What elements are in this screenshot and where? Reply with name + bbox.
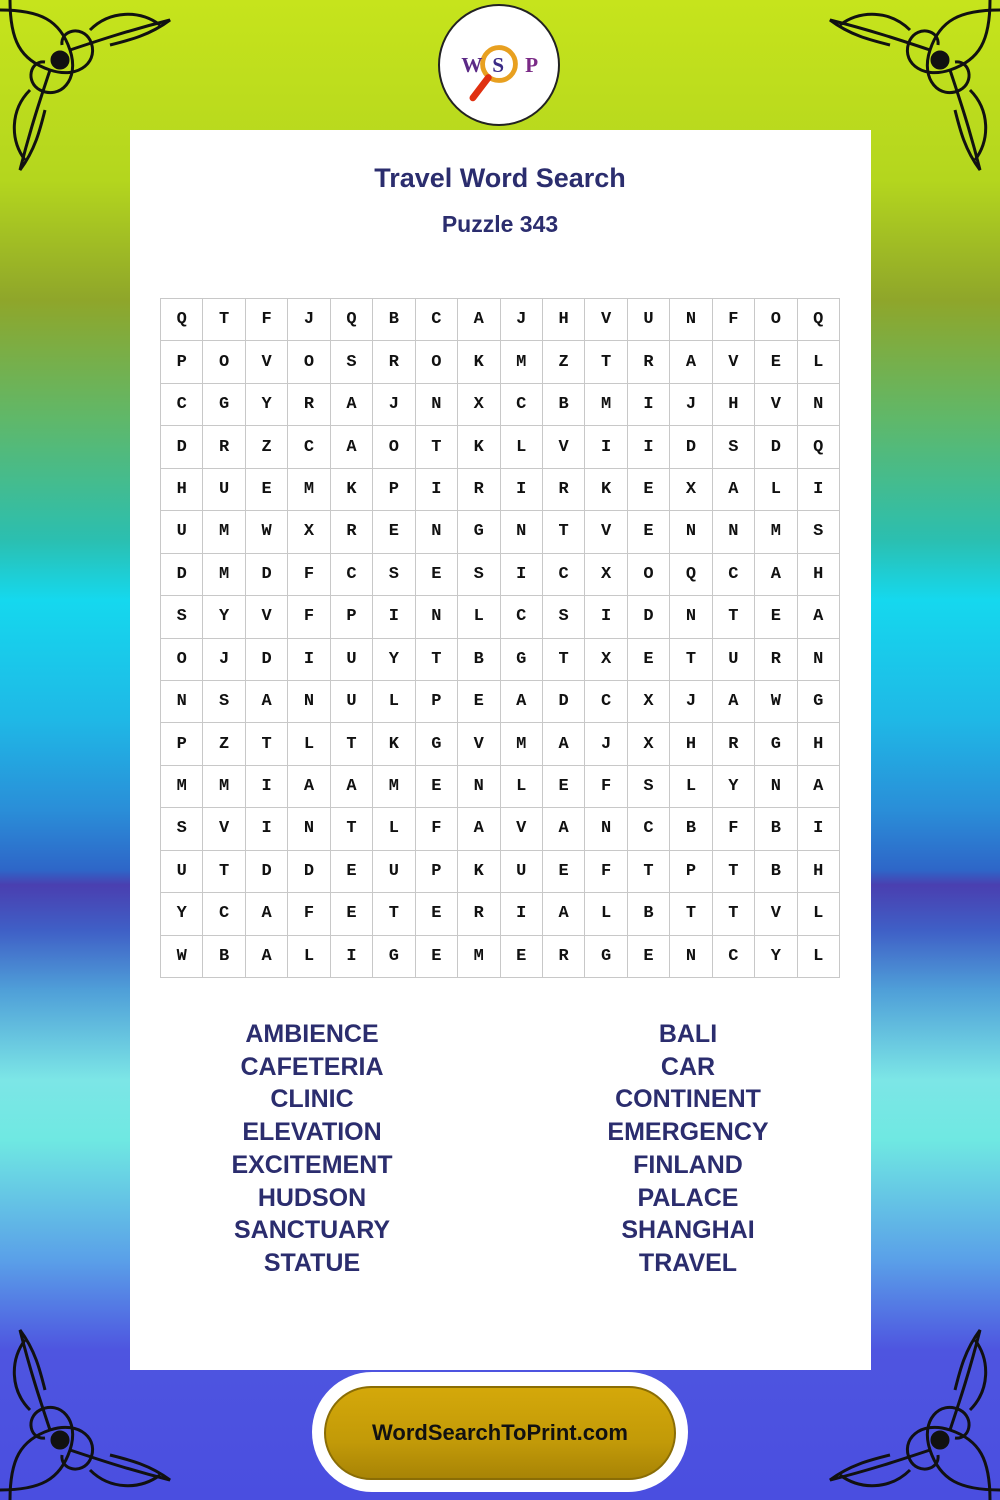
grid-cell: S [373, 554, 415, 596]
grid-cell: V [246, 341, 288, 383]
grid-cell: Y [203, 596, 245, 638]
grid-cell: Y [755, 936, 797, 978]
grid-cell: D [288, 851, 330, 893]
grid-cell: M [203, 511, 245, 553]
grid-cell: A [246, 936, 288, 978]
word-list-item: FINLAND [633, 1150, 743, 1179]
grid-cell: A [246, 893, 288, 935]
grid-cell: V [203, 808, 245, 850]
grid-cell: L [288, 936, 330, 978]
grid-cell: I [501, 554, 543, 596]
grid-cell: T [543, 639, 585, 681]
grid-cell: V [585, 511, 627, 553]
grid-cell: T [713, 596, 755, 638]
grid-cell: E [416, 936, 458, 978]
grid-cell: D [755, 426, 797, 468]
word-list-item: CAR [660, 1052, 716, 1081]
grid-cell: V [585, 299, 627, 341]
grid-cell: D [246, 851, 288, 893]
puzzle-number: Puzzle 343 [441, 211, 559, 237]
grid-cell: E [331, 893, 373, 935]
grid-cell: A [246, 681, 288, 723]
grid-cell: R [288, 384, 330, 426]
grid-cell: Z [203, 723, 245, 765]
grid-cell: I [501, 893, 543, 935]
grid-cell: E [543, 766, 585, 808]
grid-cell: F [288, 596, 330, 638]
grid-cell: I [585, 426, 627, 468]
grid-cell: X [628, 681, 670, 723]
grid-cell: D [246, 639, 288, 681]
grid-cell: M [585, 384, 627, 426]
grid-cell: K [458, 341, 500, 383]
grid-cell: N [670, 596, 712, 638]
word-list-item: AMBIENCE [245, 1020, 379, 1048]
grid-cell: C [543, 554, 585, 596]
wsp-logo [438, 4, 560, 126]
word-list-item: HUDSON [257, 1183, 367, 1212]
grid-cell: D [246, 554, 288, 596]
grid-cell: T [670, 639, 712, 681]
grid-cell: J [373, 384, 415, 426]
grid-cell: I [288, 639, 330, 681]
grid-cell: C [288, 426, 330, 468]
grid-cell: M [458, 936, 500, 978]
grid-cell: S [331, 341, 373, 383]
grid-cell: B [670, 808, 712, 850]
grid-cell: H [798, 554, 840, 596]
word-list-item: PALACE [637, 1183, 739, 1212]
grid-cell: E [543, 851, 585, 893]
grid-cell: F [585, 851, 627, 893]
grid-cell: R [458, 469, 500, 511]
grid-cell: I [331, 936, 373, 978]
grid-cell: V [246, 596, 288, 638]
grid-cell: E [373, 511, 415, 553]
grid-cell: N [416, 384, 458, 426]
grid-cell: E [331, 851, 373, 893]
grid-cell: Z [246, 426, 288, 468]
logo-letter-w: W [461, 52, 483, 77]
grid-cell: G [416, 723, 458, 765]
grid-cell: D [161, 554, 203, 596]
grid-cell: M [373, 766, 415, 808]
grid-cell: T [585, 341, 627, 383]
grid-cell: A [458, 299, 500, 341]
grid-cell: F [246, 299, 288, 341]
grid-cell: W [161, 936, 203, 978]
word-list-item: ELEVATION [242, 1118, 382, 1147]
grid-cell: A [543, 808, 585, 850]
grid-cell: Y [246, 384, 288, 426]
grid-cell: V [755, 384, 797, 426]
grid-cell: X [585, 639, 627, 681]
grid-cell: I [628, 384, 670, 426]
grid-cell: H [798, 723, 840, 765]
grid-cell: E [628, 639, 670, 681]
grid-cell: L [501, 426, 543, 468]
grid-cell: Q [670, 554, 712, 596]
grid-cell: D [543, 681, 585, 723]
grid-cell: N [713, 511, 755, 553]
word-list-item: EXCITEMENT [231, 1150, 393, 1179]
grid-cell: K [458, 426, 500, 468]
grid-cell: J [585, 723, 627, 765]
grid-cell: U [161, 511, 203, 553]
grid-cell: S [628, 766, 670, 808]
grid-cell: U [331, 639, 373, 681]
grid-cell: A [670, 341, 712, 383]
grid-cell: S [203, 681, 245, 723]
grid-cell: C [585, 681, 627, 723]
grid-cell: L [798, 341, 840, 383]
grid-cell: N [755, 766, 797, 808]
grid-cell: Q [798, 426, 840, 468]
grid-cell: P [161, 723, 203, 765]
grid-cell: U [331, 681, 373, 723]
grid-cell: E [755, 596, 797, 638]
grid-cell: N [798, 639, 840, 681]
grid-cell: E [628, 511, 670, 553]
grid-cell: G [755, 723, 797, 765]
grid-cell: L [585, 893, 627, 935]
grid-cell: L [755, 469, 797, 511]
grid-cell: A [501, 681, 543, 723]
grid-cell: X [585, 554, 627, 596]
grid-cell: U [373, 851, 415, 893]
grid-cell: T [416, 639, 458, 681]
logo-letter-s: S [492, 52, 505, 77]
grid-cell: N [161, 681, 203, 723]
grid-cell: H [543, 299, 585, 341]
grid-cell: I [501, 469, 543, 511]
grid-cell: P [161, 341, 203, 383]
grid-cell: Z [543, 341, 585, 383]
grid-cell: T [628, 851, 670, 893]
grid-cell: F [713, 299, 755, 341]
grid-cell: X [670, 469, 712, 511]
grid-cell: O [628, 554, 670, 596]
grid-cell: G [458, 511, 500, 553]
grid-cell: F [713, 808, 755, 850]
grid-cell: L [373, 681, 415, 723]
grid-cell: N [458, 766, 500, 808]
grid-cell: D [161, 426, 203, 468]
grid-cell: H [713, 384, 755, 426]
grid-cell: B [458, 639, 500, 681]
word-list-item: CLINIC [270, 1085, 354, 1114]
grid-cell: A [458, 808, 500, 850]
grid-cell: N [288, 808, 330, 850]
grid-cell: R [543, 469, 585, 511]
grid-cell: A [755, 554, 797, 596]
grid-cell: U [161, 851, 203, 893]
grid-cell: O [416, 341, 458, 383]
word-list-item: SHANGHAI [621, 1216, 755, 1245]
grid-cell: U [628, 299, 670, 341]
grid-cell: L [288, 723, 330, 765]
grid-cell: L [798, 893, 840, 935]
grid-cell: N [416, 596, 458, 638]
grid-cell: J [203, 639, 245, 681]
grid-cell: O [373, 426, 415, 468]
grid-cell: L [501, 766, 543, 808]
grid-cell: O [203, 341, 245, 383]
grid-cell: I [585, 596, 627, 638]
grid-cell: N [501, 511, 543, 553]
grid-cell: R [713, 723, 755, 765]
grid-cell: S [161, 808, 203, 850]
grid-cell: D [628, 596, 670, 638]
grid-cell: E [458, 681, 500, 723]
grid-cell: A [288, 766, 330, 808]
grid-cell: N [288, 681, 330, 723]
grid-cell: I [246, 808, 288, 850]
grid-cell: H [798, 851, 840, 893]
grid-cell: A [543, 893, 585, 935]
grid-cell: W [755, 681, 797, 723]
grid-cell: N [670, 299, 712, 341]
grid-cell: T [416, 426, 458, 468]
grid-cell: A [798, 596, 840, 638]
grid-cell: P [416, 851, 458, 893]
grid-cell: F [585, 766, 627, 808]
word-list-item: STATUE [263, 1248, 361, 1277]
grid-cell: P [416, 681, 458, 723]
grid-cell: O [755, 299, 797, 341]
grid-cell: G [373, 936, 415, 978]
page-title: Travel Word Search [374, 163, 626, 193]
grid-cell: B [628, 893, 670, 935]
grid-cell: R [203, 426, 245, 468]
grid-cell: V [458, 723, 500, 765]
grid-cell: S [798, 511, 840, 553]
grid-cell: A [331, 384, 373, 426]
grid-cell: G [203, 384, 245, 426]
grid-cell: E [628, 936, 670, 978]
grid-cell: P [670, 851, 712, 893]
grid-cell: E [628, 469, 670, 511]
grid-cell: I [246, 766, 288, 808]
grid-cell: P [373, 469, 415, 511]
grid-cell: B [755, 851, 797, 893]
grid-cell: R [373, 341, 415, 383]
word-list-item: EMERGENCY [607, 1118, 769, 1147]
grid-cell: W [246, 511, 288, 553]
grid-cell: T [203, 299, 245, 341]
grid-cell: U [713, 639, 755, 681]
grid-cell: M [288, 469, 330, 511]
grid-cell: Y [373, 639, 415, 681]
grid-cell: F [288, 554, 330, 596]
grid-cell: M [755, 511, 797, 553]
grid-cell: N [416, 511, 458, 553]
grid-cell: M [501, 723, 543, 765]
grid-cell: F [416, 808, 458, 850]
grid-cell: C [713, 554, 755, 596]
grid-cell: M [161, 766, 203, 808]
grid-cell: F [288, 893, 330, 935]
grid-cell: J [288, 299, 330, 341]
grid-cell: T [543, 511, 585, 553]
grid-cell: R [331, 511, 373, 553]
grid-cell: H [161, 469, 203, 511]
grid-cell: U [501, 851, 543, 893]
grid-cell: I [628, 426, 670, 468]
grid-cell: L [458, 596, 500, 638]
grid-cell: C [161, 384, 203, 426]
grid-cell: C [331, 554, 373, 596]
grid-cell: V [713, 341, 755, 383]
grid-cell: Y [713, 766, 755, 808]
grid-cell: C [713, 936, 755, 978]
grid-cell: Q [331, 299, 373, 341]
word-list-right [538, 1018, 838, 1280]
grid-cell: M [203, 554, 245, 596]
grid-cell: T [670, 893, 712, 935]
word-list-item: SANCTUARY [233, 1216, 391, 1245]
word-list-item: CONTINENT [615, 1085, 761, 1114]
grid-cell: E [416, 554, 458, 596]
grid-cell: E [416, 893, 458, 935]
grid-cell: R [543, 936, 585, 978]
grid-cell: T [246, 723, 288, 765]
grid-cell: A [798, 766, 840, 808]
grid-cell: T [713, 851, 755, 893]
grid-cell: N [670, 511, 712, 553]
grid-cell: A [543, 723, 585, 765]
grid-cell: N [670, 936, 712, 978]
grid-cell: Y [161, 893, 203, 935]
grid-cell: O [161, 639, 203, 681]
grid-cell: N [798, 384, 840, 426]
grid-cell: R [458, 893, 500, 935]
grid-cell: C [501, 596, 543, 638]
grid-cell: I [416, 469, 458, 511]
grid-cell: L [373, 808, 415, 850]
grid-cell: K [585, 469, 627, 511]
grid-cell: N [585, 808, 627, 850]
grid-cell: C [416, 299, 458, 341]
grid-cell: A [713, 681, 755, 723]
grid-cell: A [331, 426, 373, 468]
grid-cell: V [755, 893, 797, 935]
grid-cell: E [755, 341, 797, 383]
grid-cell: G [585, 936, 627, 978]
grid-cell: J [670, 384, 712, 426]
grid-cell: G [798, 681, 840, 723]
grid-cell: C [628, 808, 670, 850]
grid-cell: O [288, 341, 330, 383]
grid-cell: X [288, 511, 330, 553]
grid-cell: H [670, 723, 712, 765]
grid-cell: X [628, 723, 670, 765]
grid-cell: C [501, 384, 543, 426]
grid-cell: U [203, 469, 245, 511]
grid-cell: B [373, 299, 415, 341]
grid-cell: S [161, 596, 203, 638]
grid-cell: J [501, 299, 543, 341]
grid-cell: V [501, 808, 543, 850]
grid-cell: T [713, 893, 755, 935]
grid-cell: I [798, 469, 840, 511]
grid-cell: D [670, 426, 712, 468]
word-list-item: CAFETERIA [240, 1052, 384, 1081]
grid-cell: K [331, 469, 373, 511]
word-list-item: BALI [658, 1020, 718, 1048]
grid-cell: G [501, 639, 543, 681]
grid-cell: R [755, 639, 797, 681]
grid-cell: Q [798, 299, 840, 341]
grid-cell: S [713, 426, 755, 468]
grid-cell: P [331, 596, 373, 638]
grid-cell: I [373, 596, 415, 638]
grid-cell: S [543, 596, 585, 638]
grid-cell: V [543, 426, 585, 468]
logo-letter-p: P [525, 52, 539, 77]
letter-grid [160, 298, 840, 978]
grid-cell: I [798, 808, 840, 850]
grid-cell: L [670, 766, 712, 808]
grid-cell: T [203, 851, 245, 893]
grid-cell: T [331, 723, 373, 765]
word-list-left [162, 1018, 462, 1280]
grid-cell: S [458, 554, 500, 596]
grid-cell: L [798, 936, 840, 978]
grid-cell: B [543, 384, 585, 426]
grid-cell: T [373, 893, 415, 935]
grid-cell: E [246, 469, 288, 511]
grid-cell: A [331, 766, 373, 808]
grid-cell: Q [161, 299, 203, 341]
grid-cell: B [755, 808, 797, 850]
grid-cell: T [331, 808, 373, 850]
grid-cell: J [670, 681, 712, 723]
grid-cell: R [628, 341, 670, 383]
grid-cell: X [458, 384, 500, 426]
grid-cell: B [203, 936, 245, 978]
grid-cell: M [501, 341, 543, 383]
grid-cell: E [416, 766, 458, 808]
grid-cell: E [501, 936, 543, 978]
grid-cell: C [203, 893, 245, 935]
grid-cell: A [713, 469, 755, 511]
grid-cell: K [373, 723, 415, 765]
grid-cell: K [458, 851, 500, 893]
grid-cell: M [203, 766, 245, 808]
word-list-item: TRAVEL [638, 1248, 738, 1277]
website-link[interactable]: WordSearchToPrint.com [324, 1386, 676, 1480]
